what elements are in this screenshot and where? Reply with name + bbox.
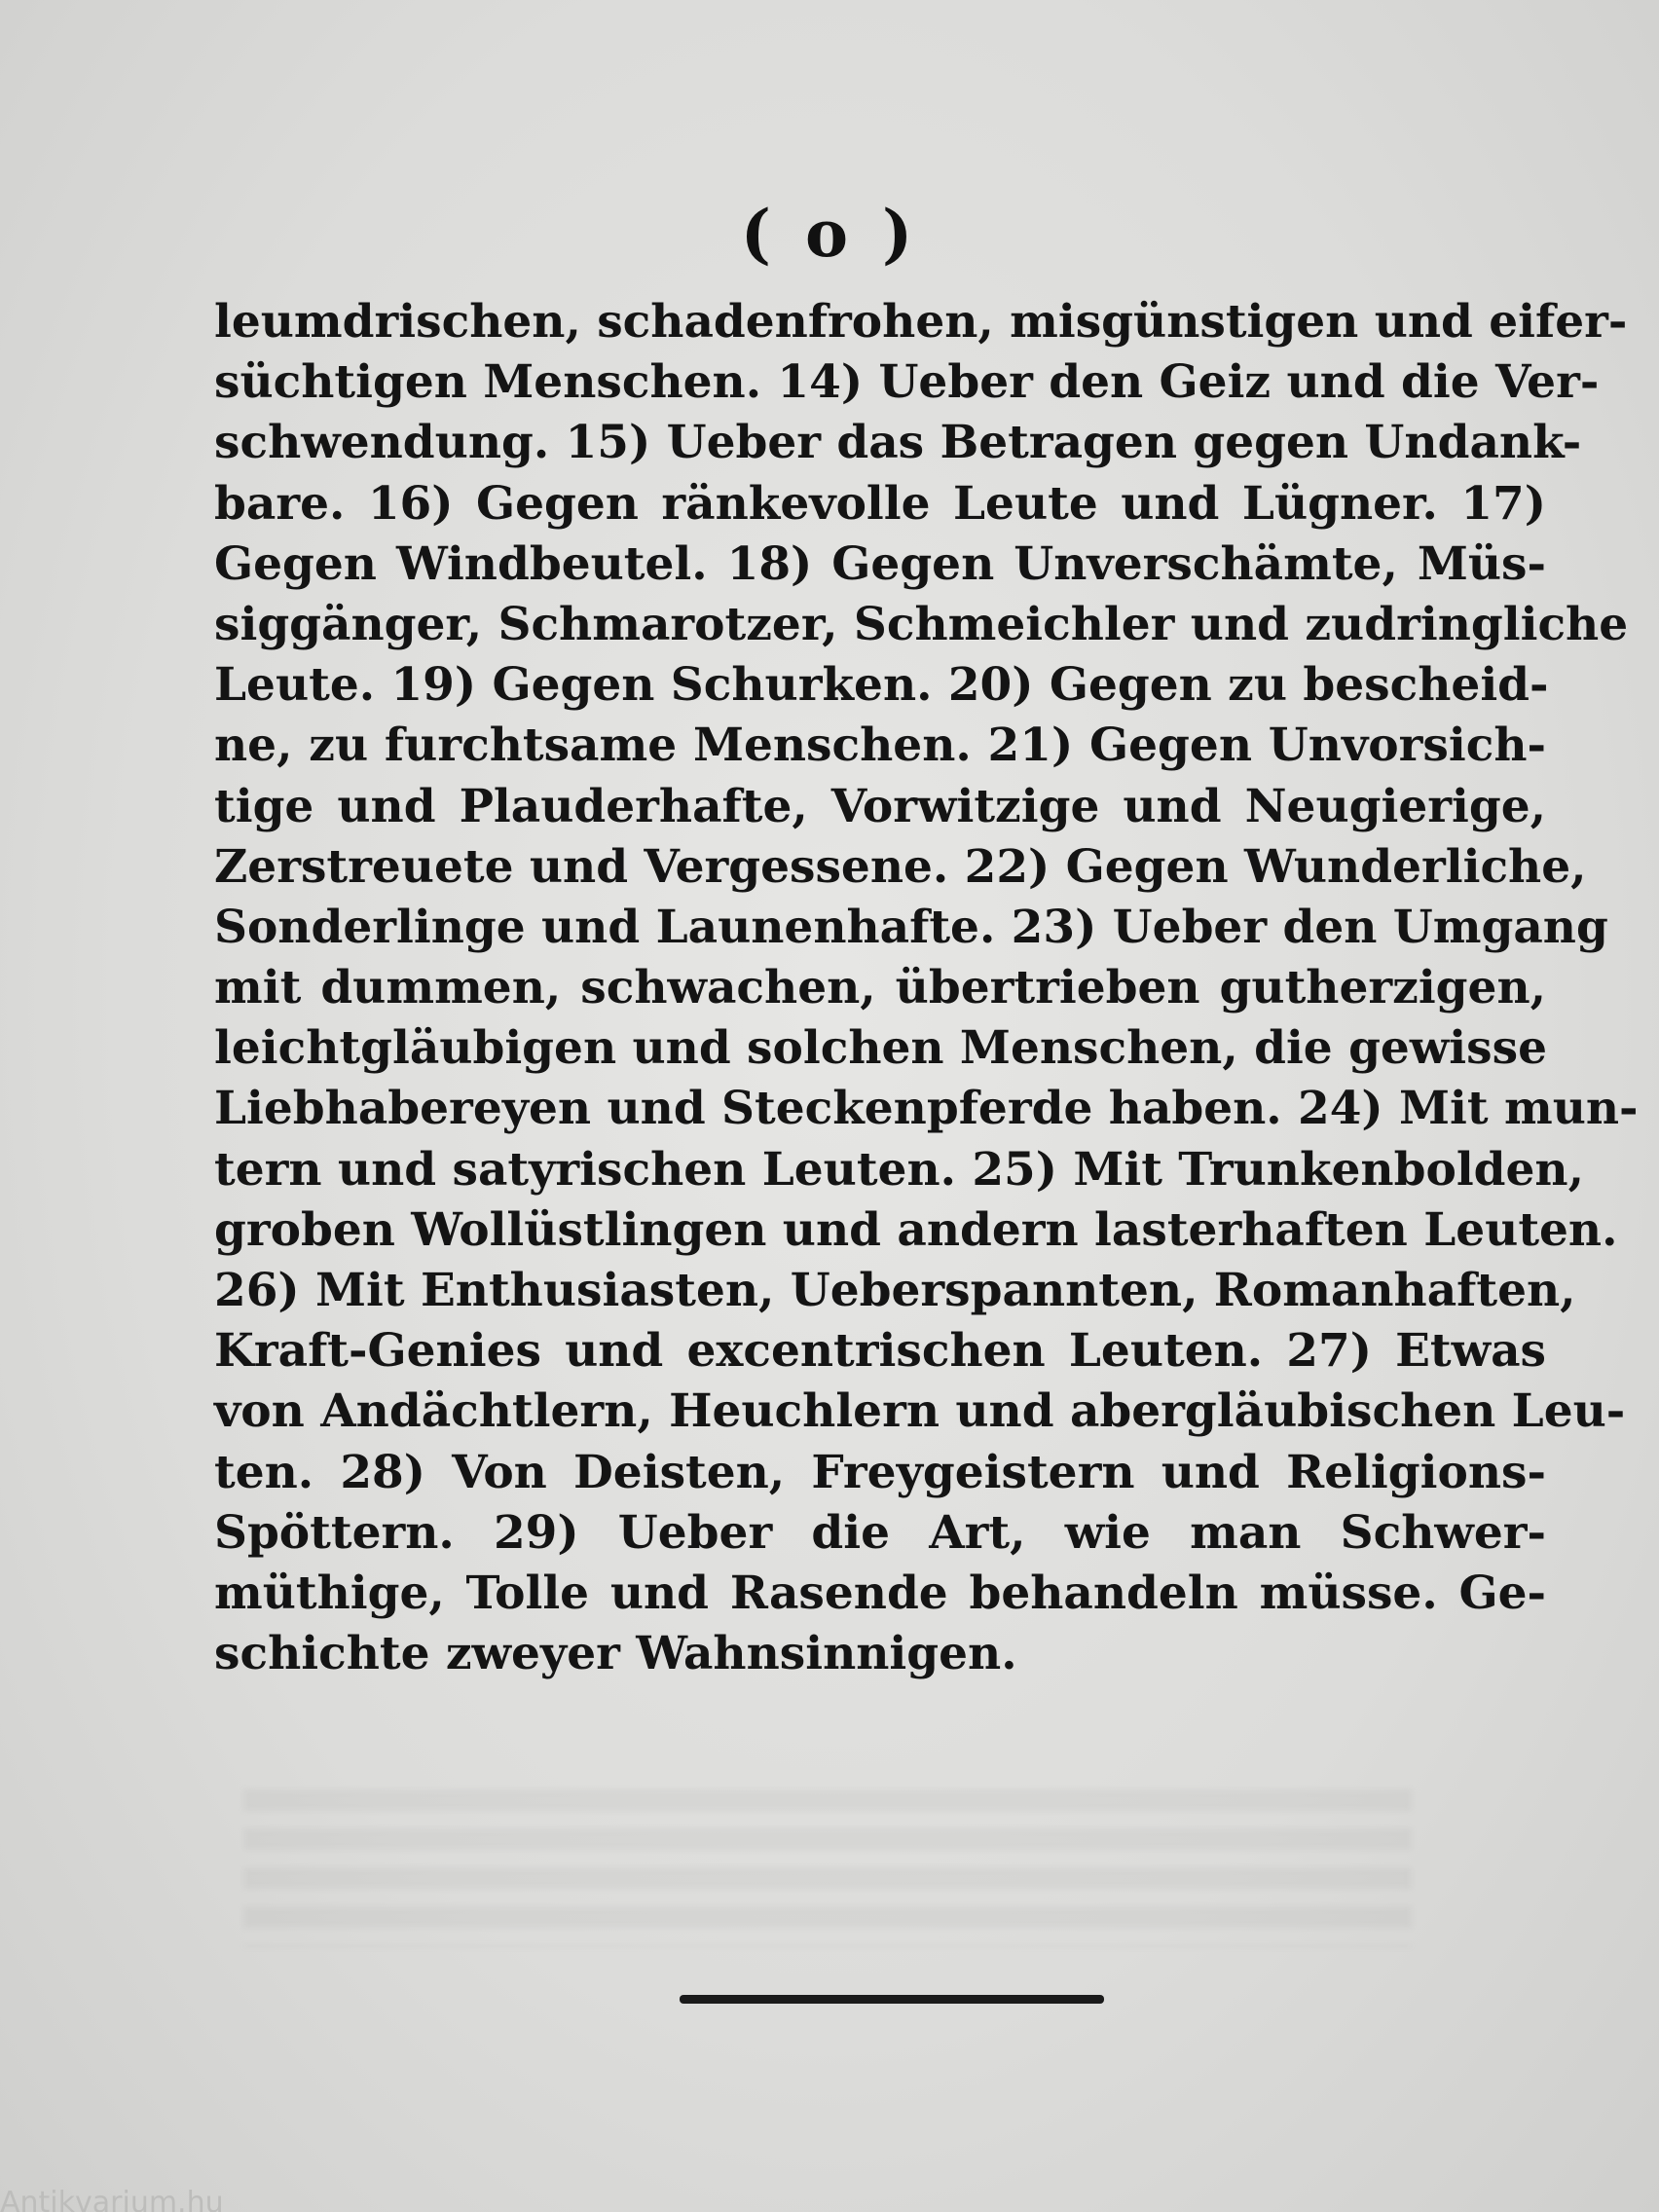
text-line: ne, zu furchtsame Menschen. 21) Gegen Unvorsich-: [214, 719, 1546, 773]
text-line: Leute. 19) Gegen Schurken. 20) Gegen zu bescheid-: [214, 658, 1549, 713]
text-line: Spöttern. 29) Ueber die Art, wie man Schwer-: [214, 1505, 1546, 1560]
text-line: groben Wollüstlingen und andern lasterhaften Leuten.: [214, 1202, 1618, 1257]
text-line: schwendung. 15) Ueber das Betragen gegen Undank-: [214, 416, 1582, 470]
text-line: Liebhabereyen und Steckenpferde haben. 24) Mit mun-: [214, 1082, 1639, 1136]
text-line: müthige, Tolle und Rasende behandeln müsse. Ge-: [214, 1566, 1546, 1620]
text-line: Kraft-Genies und excentrischen Leuten. 27) Etwas: [214, 1324, 1546, 1379]
text-line: Zerstreuete und Vergessene. 22) Gegen Wunderliche,: [214, 839, 1587, 894]
text-line: tige und Plauderhafte, Vorwitzige und Neugierige,: [214, 779, 1546, 833]
text-line: Gegen Windbeutel. 18) Gegen Unverschämte, Müs-: [214, 536, 1546, 591]
section-divider-rule: [680, 1995, 1104, 2004]
text-line: Sonderlinge und Launenhafte. 23) Ueber den Umgang: [214, 900, 1608, 954]
text-line: süchtigen Menschen. 14) Ueber den Geiz und die Ver-: [214, 355, 1600, 410]
bleed-through-shadow: [243, 1772, 1412, 1947]
body-text: [214, 292, 1639, 1684]
text-line: mit dummen, schwachen, übertrieben gutherzigen,: [214, 961, 1546, 1015]
text-line: siggänger, Schmarotzer, Schmeichler und zudringliche: [214, 597, 1629, 651]
text-line: ten. 28) Von Deisten, Freygeistern und Religions-: [214, 1445, 1546, 1499]
text-line: tern und satyrischen Leuten. 25) Mit Trunkenbolden,: [214, 1142, 1584, 1197]
text-line: 26) Mit Enthusiasten, Ueberspannten, Romanhaften,: [214, 1264, 1576, 1317]
text-line: bare. 16) Gegen ränkevolle Leute und Lügner. 17): [214, 476, 1546, 531]
page-number: ( o ): [740, 196, 919, 272]
text-line: schichte zweyer Wahnsinnigen.: [214, 1627, 1017, 1681]
text-line: leumdrischen, schadenfrohen, misgünstigen und eifer-: [214, 295, 1628, 349]
text-line: von Andächtlern, Heuchlern und abergläubischen Leu-: [214, 1384, 1626, 1439]
text-line: leichtgläubigen und solchen Menschen, die gewisse: [214, 1021, 1547, 1076]
watermark-text: Antikvarium.hu: [0, 2189, 224, 2212]
